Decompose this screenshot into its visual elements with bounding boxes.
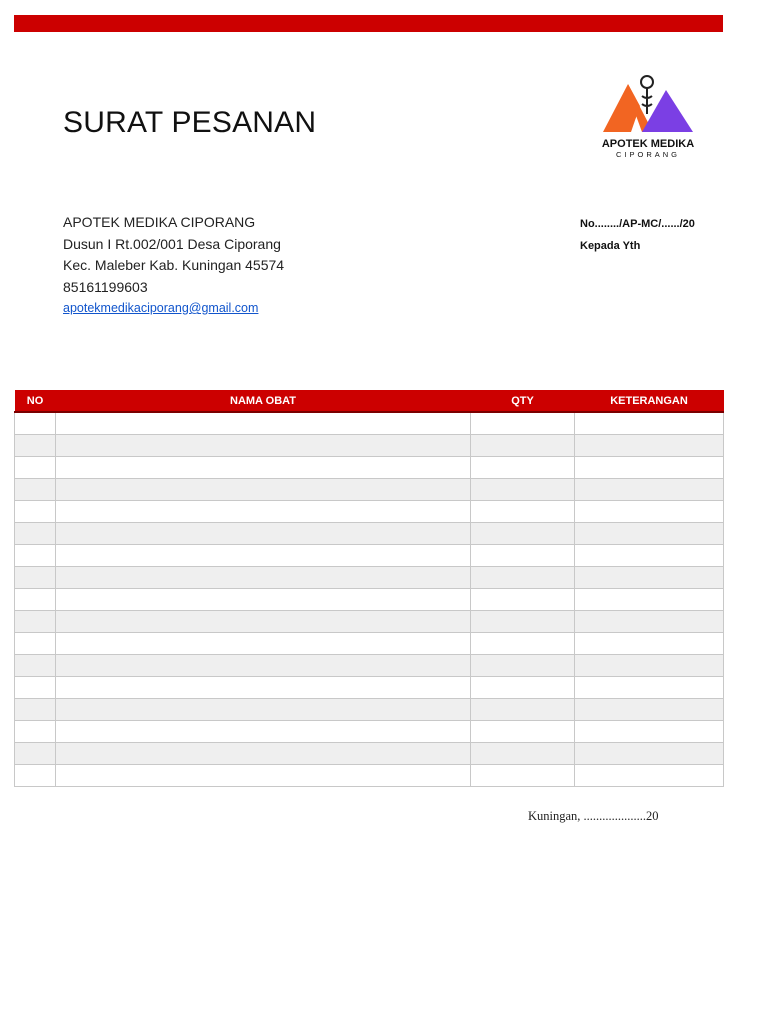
cell-keterangan[interactable] <box>575 589 724 611</box>
sender-address <box>63 212 284 320</box>
cell-qty[interactable] <box>471 479 575 501</box>
sender-name: APOTEK MEDIKA CIPORANG <box>63 214 256 230</box>
cell-no[interactable] <box>15 501 56 523</box>
apotek-logo <box>598 70 698 162</box>
table-row <box>15 699 724 721</box>
cell-keterangan[interactable] <box>575 435 724 457</box>
logo-sub: CIPORANG <box>615 150 681 159</box>
col-header-qty: QTY <box>471 390 575 412</box>
order-table <box>14 390 724 787</box>
cell-no[interactable] <box>15 435 56 457</box>
cell-nama-obat[interactable] <box>56 765 471 787</box>
cell-nama-obat[interactable] <box>56 479 471 501</box>
table-row <box>15 545 724 567</box>
cell-nama-obat[interactable] <box>56 611 471 633</box>
cell-no[interactable] <box>15 523 56 545</box>
table-row <box>15 501 724 523</box>
cell-nama-obat[interactable] <box>56 677 471 699</box>
cell-nama-obat[interactable] <box>56 633 471 655</box>
table-row <box>15 677 724 699</box>
order-meta <box>580 213 695 257</box>
cell-nama-obat[interactable] <box>56 589 471 611</box>
col-header-nama-obat: NAMA OBAT <box>56 390 471 412</box>
cell-keterangan[interactable] <box>575 677 724 699</box>
cell-nama-obat[interactable] <box>56 435 471 457</box>
col-header-no: NO <box>15 390 56 412</box>
cell-keterangan[interactable] <box>575 545 724 567</box>
logo-purple-peak <box>642 90 693 132</box>
cell-qty[interactable] <box>471 589 575 611</box>
table-row <box>15 655 724 677</box>
cell-keterangan[interactable] <box>575 611 724 633</box>
table-row <box>15 721 724 743</box>
cell-nama-obat[interactable] <box>56 545 471 567</box>
cell-qty[interactable] <box>471 435 575 457</box>
table-row <box>15 743 724 765</box>
logo-bowl <box>641 76 653 88</box>
cell-qty[interactable] <box>471 743 575 765</box>
cell-nama-obat[interactable] <box>56 501 471 523</box>
cell-qty[interactable] <box>471 633 575 655</box>
table-row <box>15 457 724 479</box>
cell-no[interactable] <box>15 765 56 787</box>
cell-keterangan[interactable] <box>575 523 724 545</box>
order-table-body <box>15 412 724 787</box>
cell-qty[interactable] <box>471 655 575 677</box>
cell-nama-obat[interactable] <box>56 412 471 435</box>
table-row <box>15 765 724 787</box>
logo-staff <box>642 88 652 114</box>
recipient-label: Kepada Yth <box>580 240 641 252</box>
cell-nama-obat[interactable] <box>56 457 471 479</box>
cell-no[interactable] <box>15 589 56 611</box>
cell-keterangan[interactable] <box>575 699 724 721</box>
cell-keterangan[interactable] <box>575 479 724 501</box>
cell-keterangan[interactable] <box>575 655 724 677</box>
cell-nama-obat[interactable] <box>56 567 471 589</box>
sender-phone: 85161199603 <box>63 278 148 295</box>
cell-keterangan[interactable] <box>575 457 724 479</box>
col-header-keterangan: KETERANGAN <box>575 390 724 412</box>
cell-qty[interactable] <box>471 721 575 743</box>
cell-keterangan[interactable] <box>575 501 724 523</box>
cell-keterangan[interactable] <box>575 567 724 589</box>
cell-keterangan[interactable] <box>575 721 724 743</box>
cell-qty[interactable] <box>471 611 575 633</box>
cell-qty[interactable] <box>471 765 575 787</box>
cell-no[interactable] <box>15 677 56 699</box>
cell-nama-obat[interactable] <box>56 523 471 545</box>
table-row <box>15 523 724 545</box>
cell-no[interactable] <box>15 633 56 655</box>
cell-qty[interactable] <box>471 501 575 523</box>
cell-no[interactable] <box>15 655 56 677</box>
logo-name: APOTEK MEDIKA <box>601 138 695 150</box>
table-row <box>15 589 724 611</box>
table-row <box>15 633 724 655</box>
table-row <box>15 611 724 633</box>
cell-no[interactable] <box>15 721 56 743</box>
cell-keterangan[interactable] <box>575 633 724 655</box>
cell-no[interactable] <box>15 567 56 589</box>
cell-keterangan[interactable] <box>575 765 724 787</box>
table-row <box>15 435 724 457</box>
cell-no[interactable] <box>15 457 56 479</box>
cell-qty[interactable] <box>471 567 575 589</box>
cell-keterangan[interactable] <box>575 743 724 765</box>
cell-qty[interactable] <box>471 677 575 699</box>
top-accent-bar <box>14 15 723 32</box>
cell-no[interactable] <box>15 611 56 633</box>
sender-address-line2: Kec. Maleber Kab. Kuningan 45574 <box>63 257 285 273</box>
cell-no[interactable] <box>15 412 56 435</box>
table-row <box>15 412 724 435</box>
cell-qty[interactable] <box>471 412 575 435</box>
cell-nama-obat[interactable] <box>56 699 471 721</box>
cell-qty[interactable] <box>471 699 575 721</box>
sender-address-line1: Dusun I Rt.002/001 Desa Ciporang <box>63 235 281 252</box>
table-header-row <box>15 390 724 412</box>
cell-qty[interactable] <box>471 523 575 545</box>
cell-nama-obat[interactable] <box>56 743 471 765</box>
cell-no[interactable] <box>15 699 56 721</box>
cell-no[interactable] <box>15 479 56 501</box>
cell-no[interactable] <box>15 743 56 765</box>
cell-keterangan[interactable] <box>575 412 724 435</box>
cell-qty[interactable] <box>471 457 575 479</box>
page-title: SURAT PESANAN <box>63 106 317 139</box>
table-row <box>15 567 724 589</box>
table-row <box>15 479 724 501</box>
cell-no[interactable] <box>15 545 56 567</box>
order-number: No......../AP-MC/....../20 <box>580 218 695 230</box>
cell-nama-obat[interactable] <box>56 655 471 677</box>
sender-email-link[interactable]: apotekmedikaciporang@gmail.com <box>63 301 259 315</box>
cell-qty[interactable] <box>471 545 575 567</box>
sign-date: Kuningan, ....................20 <box>528 809 659 823</box>
cell-nama-obat[interactable] <box>56 721 471 743</box>
